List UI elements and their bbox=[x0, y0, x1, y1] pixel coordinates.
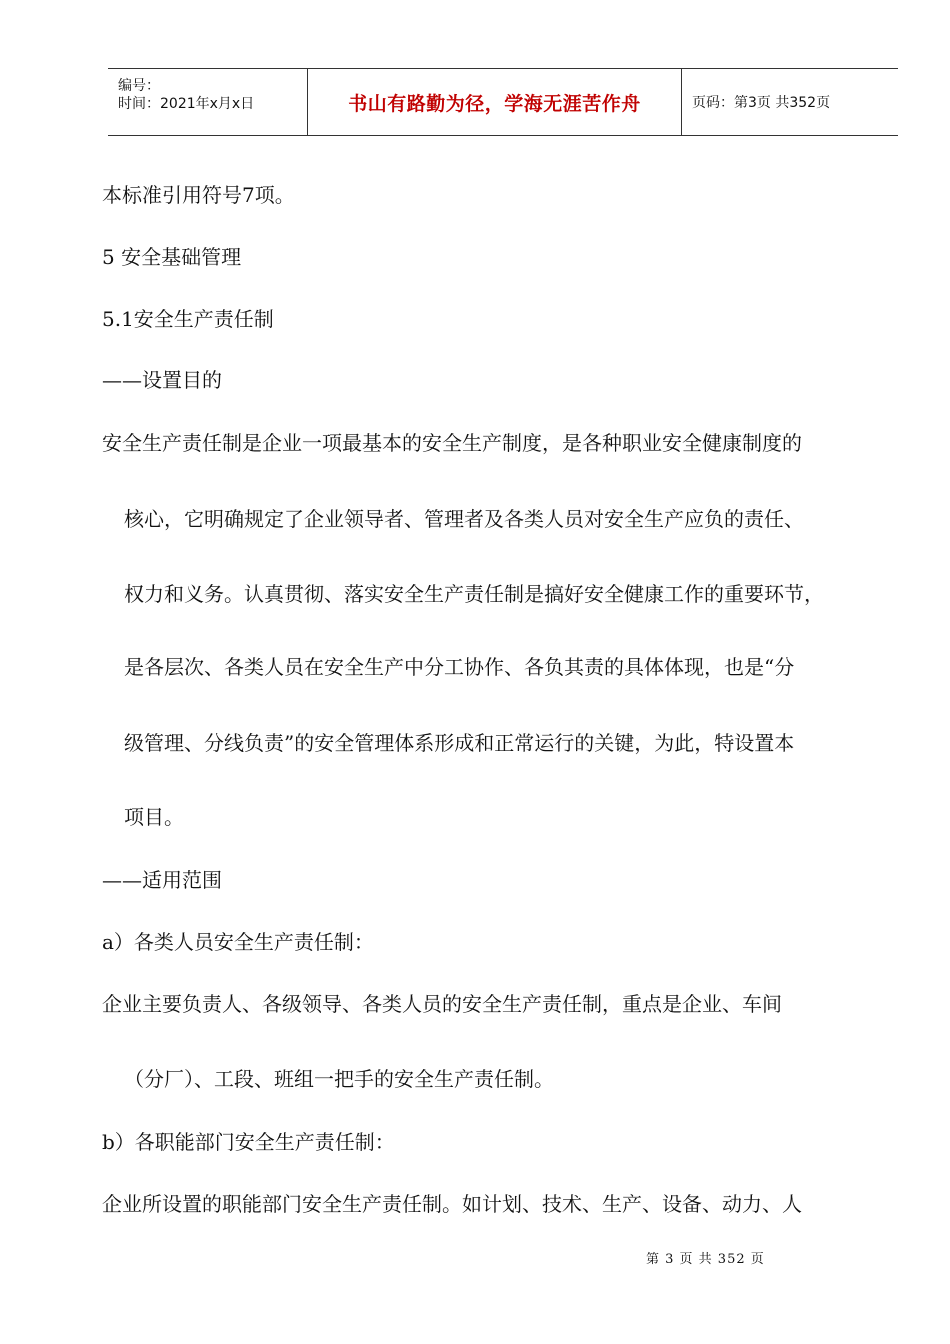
list-item-heading: b）各职能部门安全生产责任制： bbox=[102, 1130, 395, 1154]
page-footer: 第 3 页 共 352 页 bbox=[646, 1252, 765, 1267]
paragraph-line: 安全生产责任制是企业一项最基本的安全生产制度，是各种职业安全健康制度的 bbox=[102, 431, 802, 455]
paragraph-line: 项目。 bbox=[124, 805, 184, 829]
code-label: 编号： bbox=[118, 78, 160, 94]
motto-text: 书山有路勤为径，学海无涯苦作舟 bbox=[348, 92, 641, 115]
paragraph-line: 级管理、分线负责”的安全管理体系形成和正常运行的关键，为此，特设置本 bbox=[124, 731, 795, 755]
paragraph-line: 企业主要负责人、各级领导、各类人员的安全生产责任制，重点是企业、车间 bbox=[102, 992, 782, 1016]
section-heading: 5 安全基础管理 bbox=[102, 245, 242, 269]
header-meta-cell bbox=[108, 69, 308, 135]
document-header bbox=[108, 68, 898, 136]
item-heading: ——适用范围 bbox=[102, 868, 222, 892]
paragraph-line: 本标准引用符号7项。 bbox=[102, 183, 295, 207]
header-motto-cell bbox=[308, 69, 682, 135]
paragraph-line: 是各层次、各类人员在安全生产中分工协作、各负其责的具体体现，也是“分 bbox=[124, 655, 795, 679]
item-heading: ——设置目的 bbox=[102, 368, 222, 392]
subsection-heading: 5.1安全生产责任制 bbox=[102, 307, 274, 331]
page-info: 页码：第3页 共352页 bbox=[692, 95, 831, 111]
paragraph-line: 权力和义务。认真贯彻、落实安全生产责任制是搞好安全健康工作的重要环节， bbox=[124, 582, 824, 606]
paragraph-line: （分厂）、工段、班组一把手的安全生产责任制。 bbox=[124, 1067, 554, 1091]
header-page-cell bbox=[682, 69, 898, 135]
list-item-heading: a）各类人员安全生产责任制： bbox=[102, 930, 374, 954]
date-label: 时间：2021年x月x日 bbox=[118, 96, 255, 112]
paragraph-line: 企业所设置的职能部门安全生产责任制。如计划、技术、生产、设备、动力、人 bbox=[102, 1192, 802, 1216]
paragraph-line: 核心，它明确规定了企业领导者、管理者及各类人员对安全生产应负的责任、 bbox=[124, 507, 804, 531]
